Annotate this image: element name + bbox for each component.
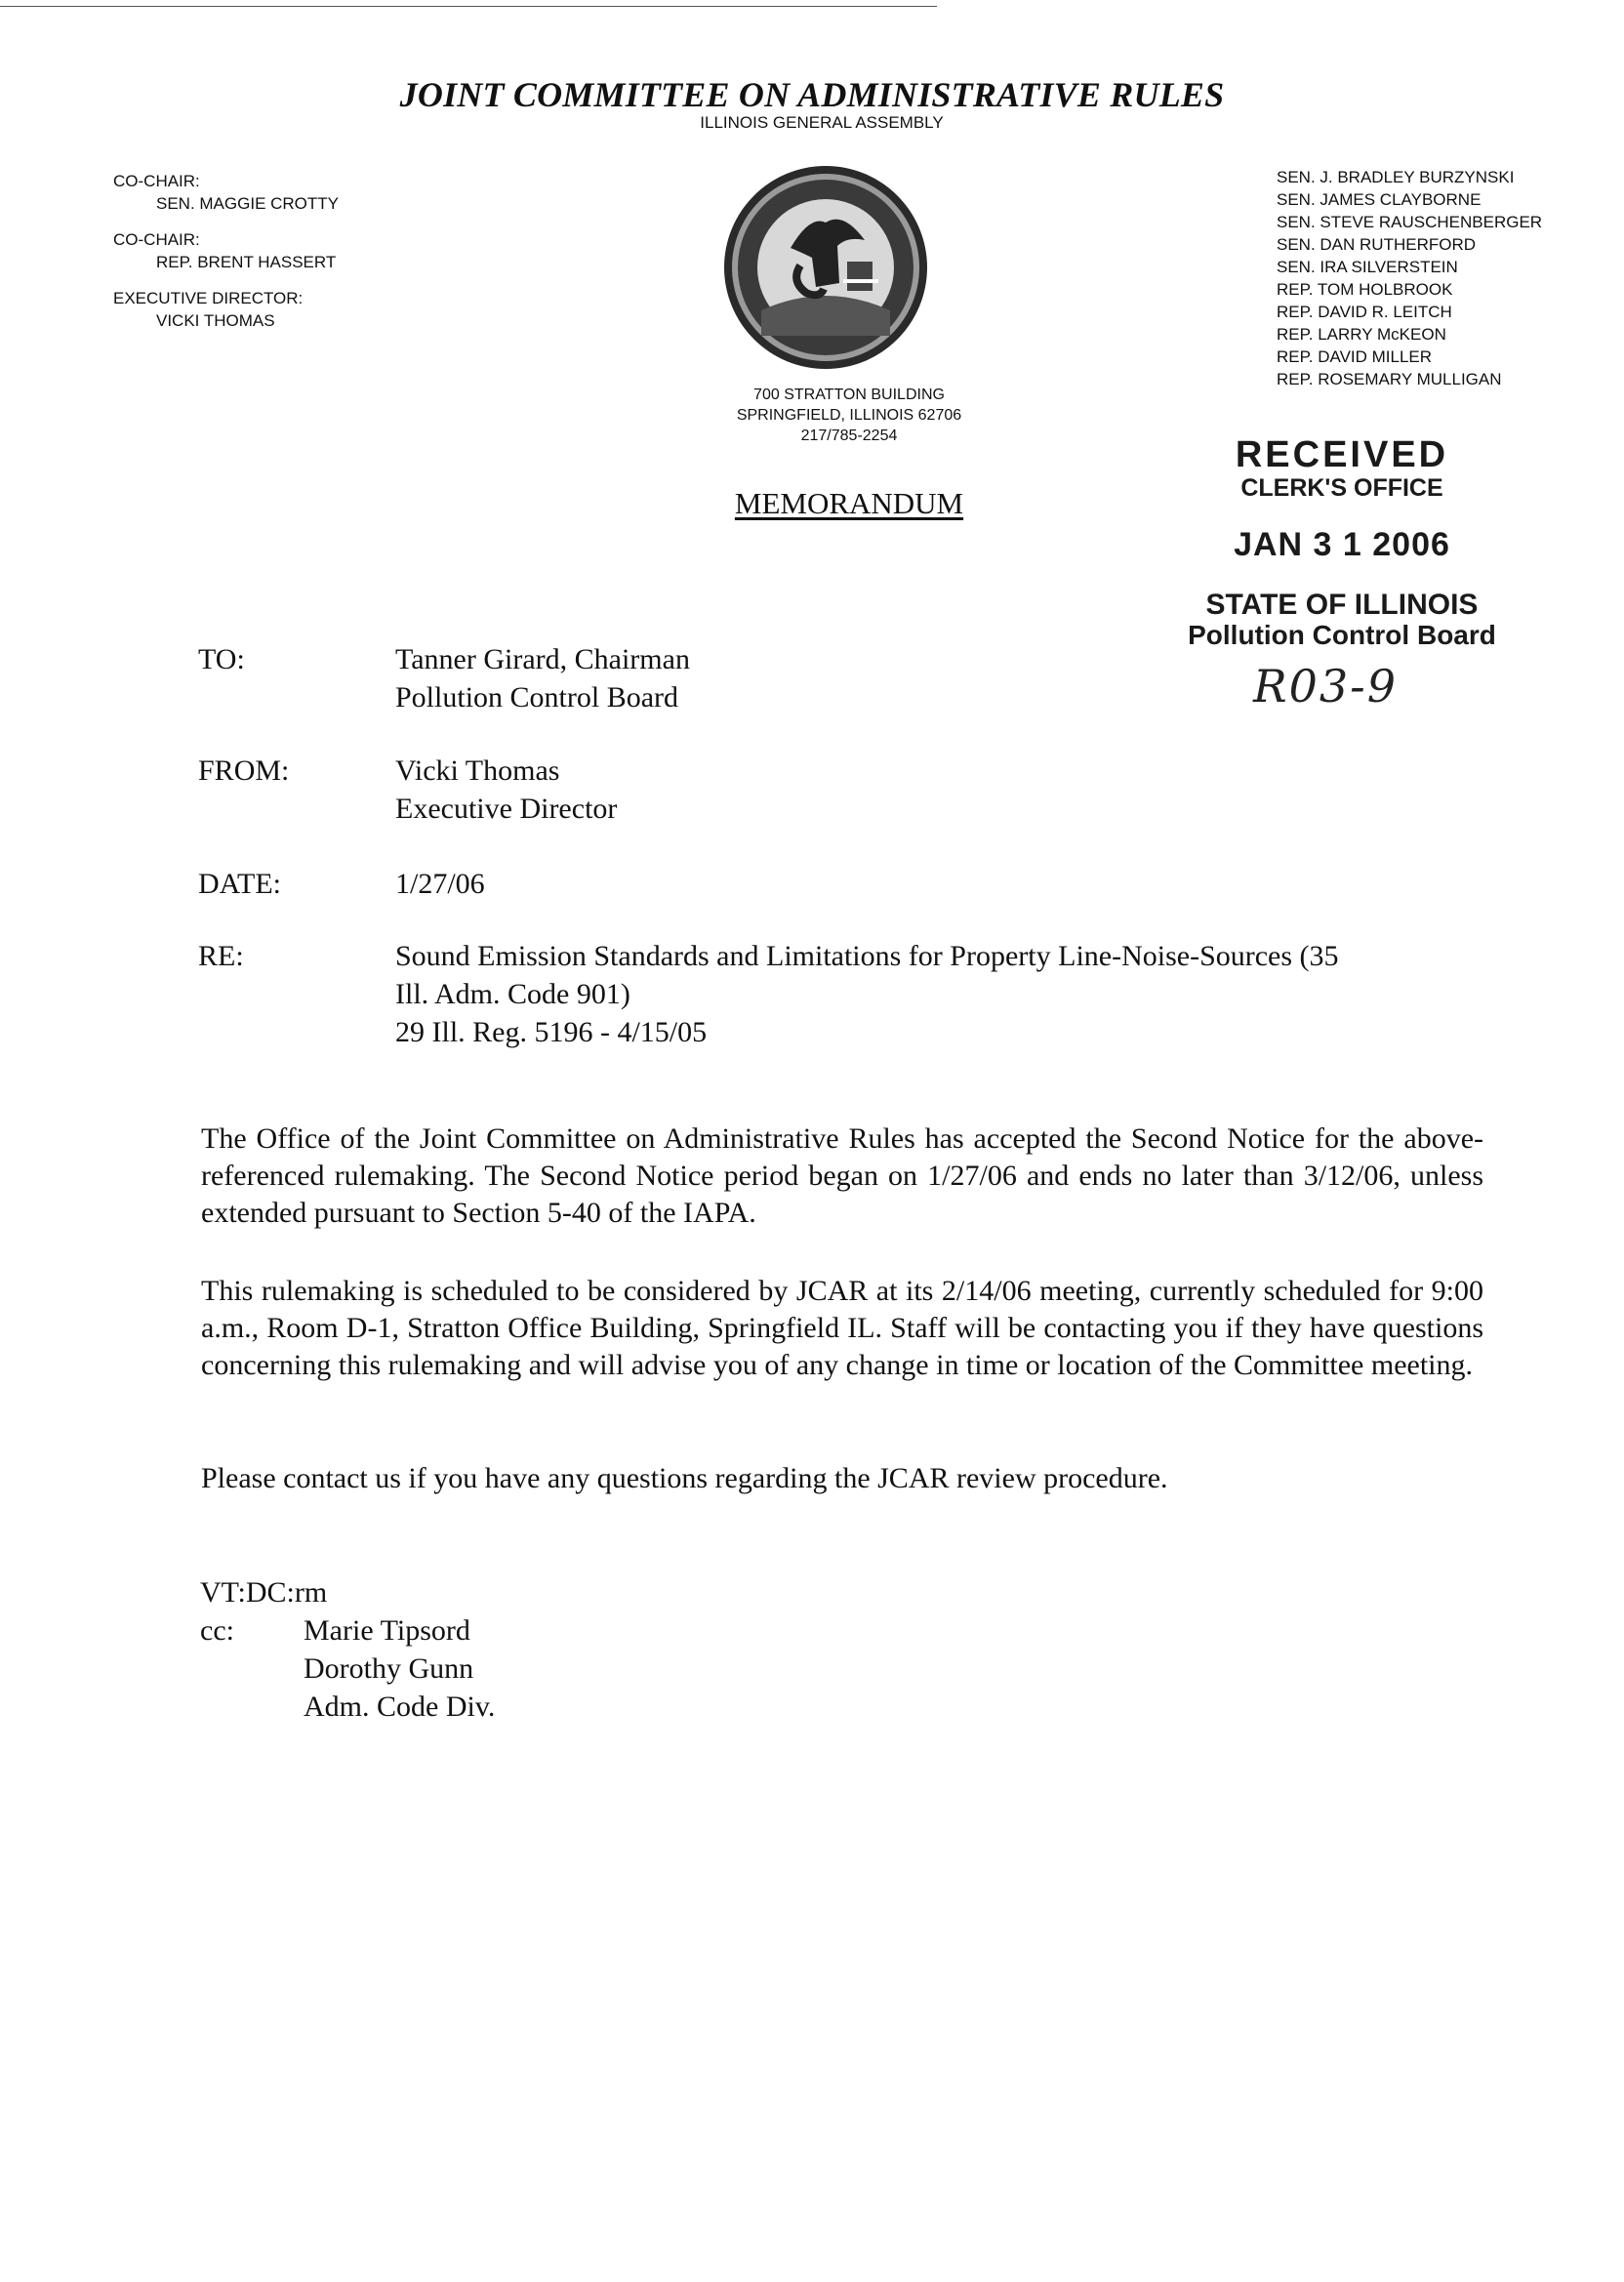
from-value [395, 752, 617, 828]
to-line: Pollution Control Board [395, 681, 679, 713]
leadership-name: REP. BRENT HASSERT [156, 253, 337, 271]
member-item: SEN. STEVE RAUSCHENBERGER [1277, 213, 1543, 231]
from-label: FROM: [198, 754, 290, 787]
address-line: 700 STRATTON BUILDING [753, 387, 945, 403]
to-line: Tanner Girard, Chairman [395, 643, 690, 675]
from-line: Executive Director [395, 793, 618, 825]
address-line: SPRINGFIELD, ILLINOIS 62706 [736, 407, 962, 424]
footer-block [200, 1573, 495, 1726]
re-line: Ill. Adm. Code 901) [395, 978, 630, 1010]
handwritten-docket: R03-9 [1253, 660, 1398, 713]
committee-title: JOINT COMMITTEE ON ADMINISTRATIVE RULES [399, 75, 1225, 114]
re-line: 29 Ill. Reg. 5196 - 4/15/05 [395, 1016, 708, 1048]
leadership-role: CO-CHAIR: [113, 230, 200, 249]
leadership-role: CO-CHAIR: [113, 172, 200, 190]
date-value: 1/27/06 [395, 868, 485, 900]
state-seal-icon [722, 164, 929, 371]
body-paragraph: The Office of the Joint Committee on Administrative Rules has accepted the Second Notice for the above-referenced rulemaking. The Second Notice period began on 1/27/06 and ends no later than 3/12/06, unless extended pursuant to Section 5-40 of the IAPA. [201, 1122, 1483, 1229]
cc-label: cc: [200, 1614, 234, 1647]
member-item: SEN. JAMES CLAYBORNE [1277, 190, 1482, 209]
stamp-state: STATE OF ILLINOIS [1205, 589, 1479, 621]
body-paragraph: This rulemaking is scheduled to be considered by JCAR at its 2/14/06 meeting, currently scheduled for 9:00 a.m., Room D-1, Stratton Office Building, Springfield IL. Staff will be contacting you if they have questions concerning this rulemaking and will advise you of any change in time or location of the Committee meeting. [201, 1275, 1483, 1381]
member-item: SEN. DAN RUTHERFORD [1277, 235, 1477, 254]
members-list [1277, 166, 1542, 390]
to-value [395, 640, 690, 716]
office-address [683, 385, 1015, 446]
member-item: REP. DAVID R. LEITCH [1277, 303, 1452, 321]
re-value [395, 937, 1339, 1051]
top-scan-line [0, 6, 937, 7]
member-item: SEN. J. BRADLEY BURZYNSKI [1277, 168, 1515, 186]
member-item: REP. TOM HOLBROOK [1277, 280, 1453, 299]
address-phone: 217/785-2254 [800, 428, 898, 444]
cc-row [200, 1611, 495, 1650]
initials: VT:DC:rm [200, 1576, 328, 1609]
received-stamp [1181, 435, 1503, 650]
memo-heading: MEMORANDUM [734, 486, 964, 520]
stamp-office: CLERK'S OFFICE [1240, 474, 1443, 502]
leadership-role: EXECUTIVE DIRECTOR: [113, 289, 304, 307]
date-label: DATE: [198, 868, 281, 900]
from-line: Vicki Thomas [395, 754, 560, 787]
cc-recipient: Dorothy Gunn [304, 1652, 474, 1685]
re-line: Sound Emission Standards and Limitations for Property Line-Noise-Sources (35 [395, 940, 1339, 972]
cc-row [200, 1650, 495, 1688]
cc-recipient: Adm. Code Div. [304, 1691, 496, 1723]
member-item: REP. ROSEMARY MULLIGAN [1277, 370, 1502, 388]
leadership-name: VICKI THOMAS [156, 311, 275, 330]
leadership-block [113, 170, 339, 332]
member-item: REP. LARRY McKEON [1277, 325, 1446, 344]
member-item: SEN. IRA SILVERSTEIN [1277, 258, 1458, 276]
stamp-date: JAN 3 1 2006 [1234, 526, 1450, 563]
stamp-board: Pollution Control Board [1188, 620, 1496, 650]
body-paragraph: Please contact us if you have any questions regarding the JCAR review procedure. [201, 1462, 1168, 1494]
re-label: RE: [198, 940, 244, 972]
member-item: REP. DAVID MILLER [1277, 347, 1433, 366]
stamp-received: RECEIVED [1235, 434, 1449, 475]
cc-row [200, 1688, 495, 1726]
leadership-name: SEN. MAGGIE CROTTY [156, 194, 340, 213]
assembly-subtitle: ILLINOIS GENERAL ASSEMBLY [700, 113, 944, 132]
to-label: TO: [198, 643, 245, 675]
cc-recipient: Marie Tipsord [304, 1614, 470, 1647]
